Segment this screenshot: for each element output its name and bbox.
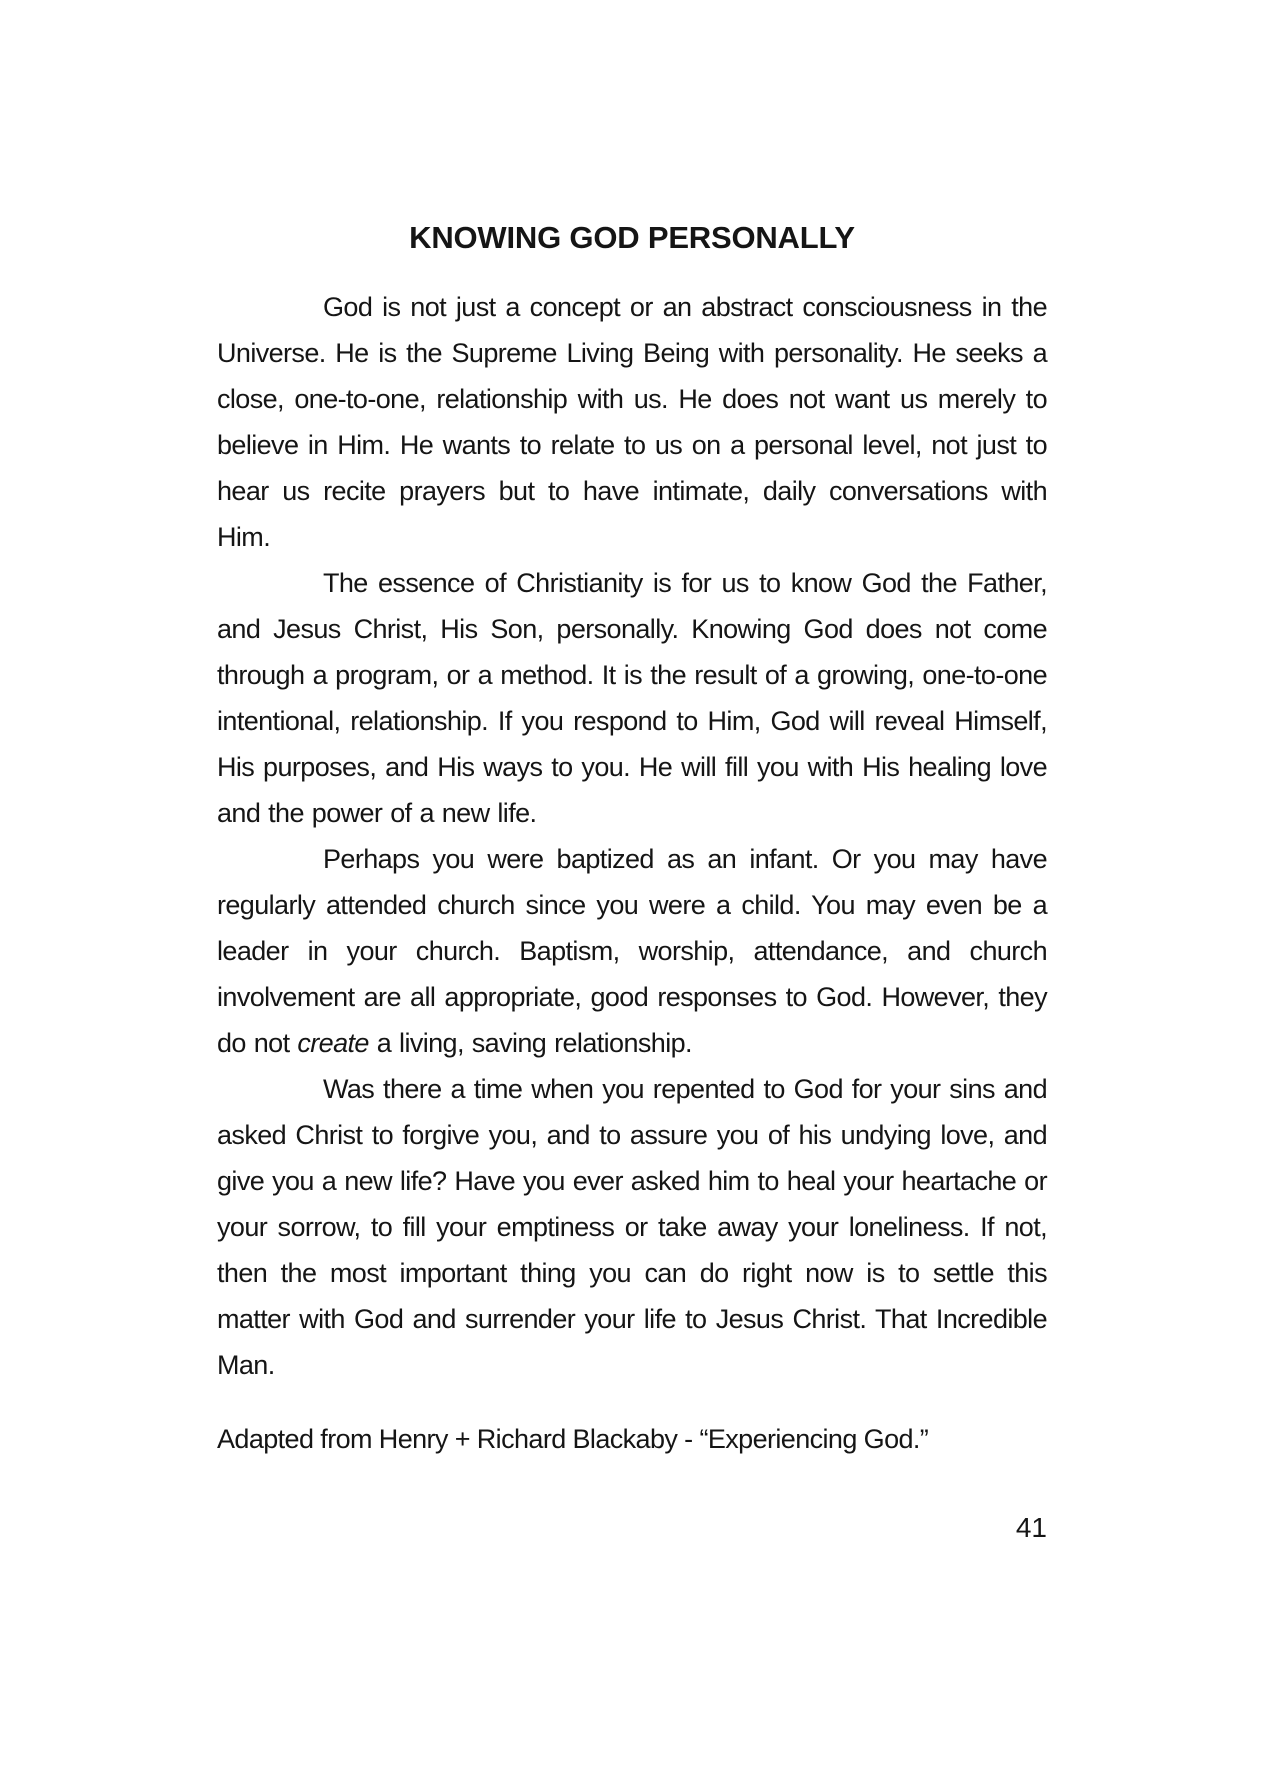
paragraph-3-text-before: Perhaps you were baptized as an infant. Or you may have regularly attended church since you were a child. You may even be a leader in your church. Baptism, worship, attendance, and church involvement are all appropriate, good responses to God. However, they do not — [217, 844, 1047, 1058]
paragraph-3 — [217, 836, 1047, 1066]
attribution-line: Adapted from Henry + Richard Blackaby - “Experiencing God.” — [217, 1424, 929, 1454]
paragraph-3-text-after: a living, saving relationship. — [368, 1028, 692, 1058]
page-title: KNOWING GOD PERSONALLY — [409, 220, 855, 255]
paragraph-3-italic-word: create — [297, 1028, 369, 1058]
paragraph-4: Was there a time when you repented to God for your sins and asked Christ to forgive you, and to assure you of his undying love, and give you a new life? Have you ever asked him to heal your heartache or your sorrow, to fill your emptiness or take away your loneliness. If not, then the most important thing you can do right now is to settle this matter with God and surrender your life to Jesus Christ. That Incredible Man. — [217, 1074, 1047, 1380]
paragraph-1: God is not just a concept or an abstract consciousness in the Universe. He is the Supreme Living Being with personality. He seeks a close, one-to-one, relationship with us. He does not want us merely to believe in Him. He wants to relate to us on a personal level, not just to hear us recite prayers but to have intimate, daily conversations with Him. — [217, 292, 1047, 552]
page-number: 41 — [1015, 1512, 1047, 1543]
paragraph-2: The essence of Christianity is for us to know God the Father, and Jesus Christ, His Son, personally. Knowing God does not come through a program, or a method. It is the result of a growing, one-to-one intentional, relationship. If you respond to Him, God will reveal Himself, His purposes, and His ways to you. He will fill you with His healing love and the power of a new life. — [217, 568, 1047, 828]
